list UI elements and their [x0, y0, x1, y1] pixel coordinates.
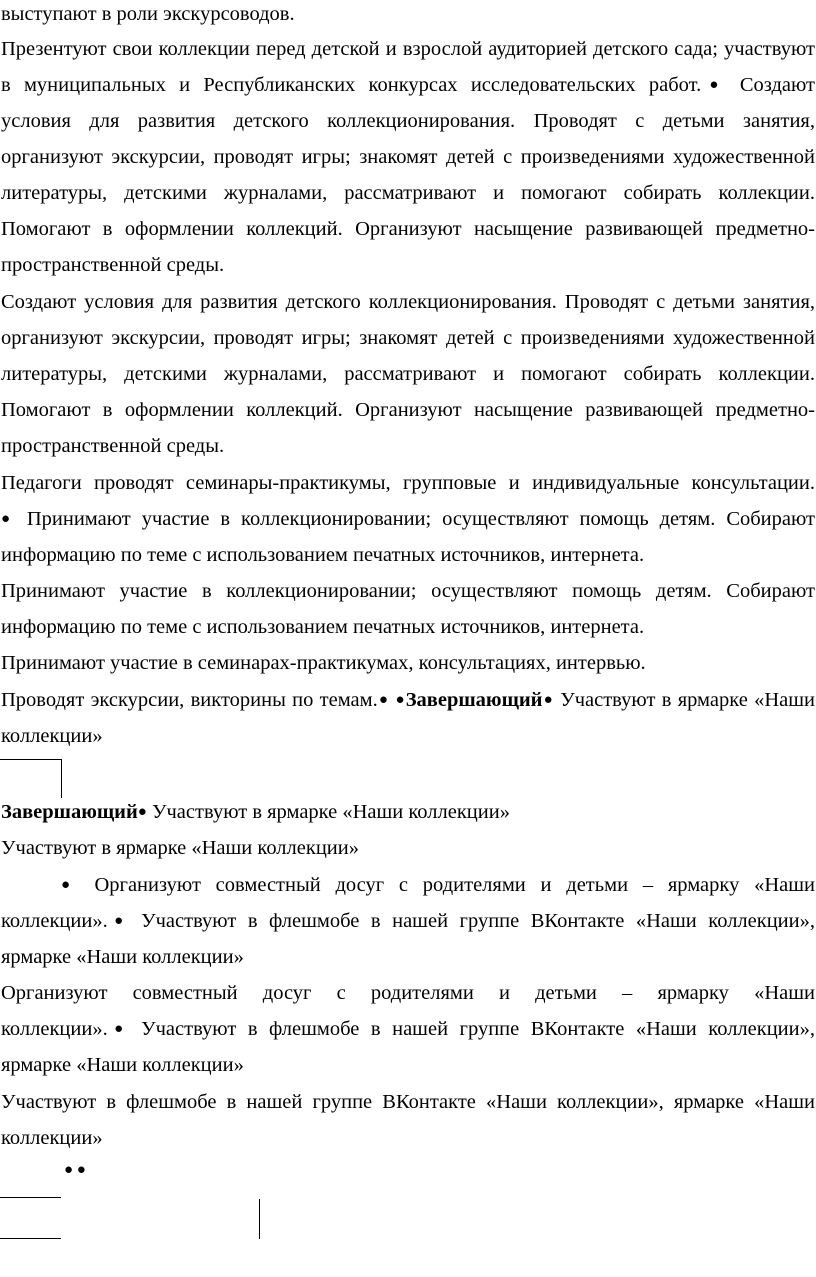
text-span: Принимают участие в коллекционировании; осуществляют помощь детям. Собирают [15, 508, 815, 530]
text-span: Презентуют свои коллекции перед детской и взрослой аудиторией детского сада; участвуют [1, 38, 815, 60]
bullet-icon: ● [137, 804, 147, 820]
text-line [1, 907, 815, 935]
text-span: Принимают участие в семинарах-практикумах, консультациях, интервью. [1, 652, 646, 674]
text-span: выступают в роли экскурсоводов. [1, 3, 295, 25]
text-line [1, 834, 815, 862]
short-rule [0, 1238, 61, 1239]
bullet-icon: ● [107, 1021, 130, 1037]
bullet-icon: ● [61, 877, 80, 893]
bullet-icon: ● [701, 77, 727, 93]
text-span: литературы, детскими журналами, рассматривают и помогают собирать коллекции. [1, 363, 815, 385]
text-line [1, 469, 815, 497]
bullet-icon: ● [395, 692, 406, 708]
text-line [1, 613, 815, 641]
text-line [1, 107, 815, 135]
text-line [1, 324, 815, 352]
text-span: организуют экскурсии, проводят игры; знакомят детей с произведениями художественной [1, 327, 815, 349]
text-line [1, 943, 815, 971]
text-span: Участвуют в флешмобе в нашей группе ВКонтакте «Наши коллекции», ярмарке «Наши [1, 1091, 815, 1113]
text-span: Организуют совместный досуг с родителями и детьми – ярмарку «Наши [1, 982, 815, 1004]
text-span: Создают условия для развития детского коллекционирования. Проводят с детьми занятия, [1, 291, 815, 313]
text-span: ярмарке «Наши коллекции» [1, 946, 244, 968]
bullet-icon: ● [377, 692, 390, 708]
vertical-rule [259, 1199, 260, 1239]
text-line [1, 1051, 815, 1079]
text-span: Участвуют в флешмобе в нашей группе ВКонтакте «Наши коллекции», [129, 910, 815, 932]
text-span: Участвуют в флешмобе в нашей группе ВКонтакте «Наши коллекции», [129, 1018, 815, 1040]
text-line [1, 432, 815, 460]
text-span: пространственной среды. [1, 254, 225, 276]
text-line [1, 686, 815, 714]
text-span: коллекции». [1, 910, 108, 932]
text-line [1, 0, 815, 28]
text-span: Участвуют в ярмарке «Наши коллекции» [1, 837, 359, 859]
bullet-dots: ● ● [64, 1162, 86, 1178]
text-line [1, 1088, 815, 1116]
text-span: Педагоги проводят семинары-практикумы, групповые и индивидуальные консультации. [1, 472, 815, 494]
text-line [1, 215, 815, 243]
text-span: Создают [726, 74, 815, 96]
bullet-icon: ● [542, 692, 554, 708]
bold-text: Завершающий [1, 801, 138, 823]
text-line [1, 143, 815, 171]
text-span: Помогают в оформлении коллекций. Организуют насыщение развивающей предметно- [1, 399, 815, 421]
bullet-icon: ● [1, 511, 16, 527]
text-line [1, 505, 815, 533]
text-span: ярмарке «Наши коллекции» [1, 1054, 244, 1076]
text-span: коллекции» [1, 1127, 103, 1149]
text-line [1, 541, 815, 569]
empty-box [0, 759, 62, 798]
text-line [1, 798, 815, 826]
text-span: условия для развития детского коллекционирования. Проводят с детьми занятия, [1, 110, 815, 132]
text-span: Проводят экскурсии, викторины по темам. [1, 689, 378, 711]
text-span: Участвуют в ярмарке «Наши коллекции» [146, 801, 510, 823]
text-line [1, 179, 815, 207]
text-span: коллекции». [1, 1018, 108, 1040]
text-span: Принимают участие в коллекционировании; осуществляют помощь детям. Собирают [1, 580, 815, 602]
text-span: Организуют совместный досуг с родителями и детьми – ярмарку «Наши [79, 874, 815, 896]
text-line [1, 251, 815, 279]
text-span: информацию по теме с использованием печатных источников, интернета. [1, 616, 645, 638]
short-rule [0, 1197, 61, 1198]
text-span: коллекции» [1, 725, 103, 747]
text-span: информацию по теме с использованием печатных источников, интернета. [1, 544, 645, 566]
text-line [1, 722, 815, 750]
text-span: пространственной среды. [1, 435, 225, 457]
text-line [1, 577, 815, 605]
bullet-icon: ● [107, 913, 130, 929]
text-line [1, 396, 815, 424]
text-line [1, 979, 815, 1007]
bold-text: Завершающий [405, 689, 543, 711]
text-line [1, 288, 815, 316]
text-span: Помогают в оформлении коллекций. Организуют насыщение развивающей предметно- [1, 218, 815, 240]
text-line [1, 1015, 815, 1043]
text-span: Участвуют в ярмарке «Наши [553, 689, 815, 711]
text-span: организуют экскурсии, проводят игры; знакомят детей с произведениями художественной [1, 146, 815, 168]
text-line [1, 35, 815, 63]
text-line [1, 360, 815, 388]
text-line [1, 1124, 815, 1152]
text-span: в муниципальных и Республиканских конкурсах исследовательских работ. [1, 74, 702, 96]
text-line [1, 649, 815, 677]
text-span: литературы, детскими журналами, рассматривают и помогают собирать коллекции. [1, 182, 815, 204]
text-line [1, 71, 815, 99]
text-line [61, 871, 815, 899]
